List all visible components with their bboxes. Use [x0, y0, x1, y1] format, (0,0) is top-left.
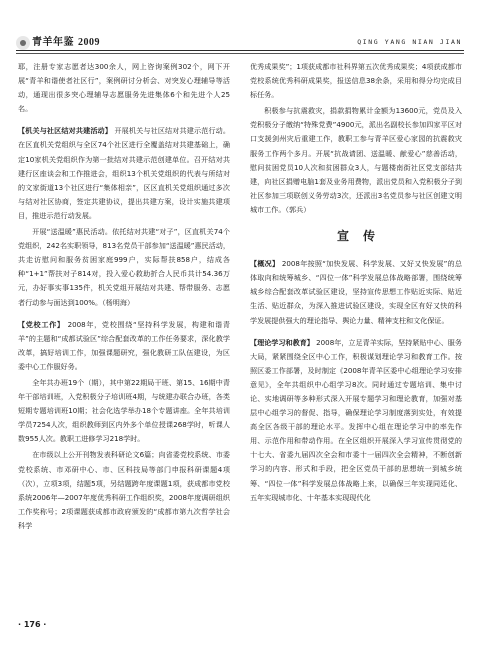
section-tag: 【机关与社区结对共建活动】: [18, 126, 113, 136]
paragraph: 开展“送温暖”惠民活动。依托结对共建“对子”，区直机关74个党组织，242名实职领导，813名党员干部参加“送温暖”惠民活动，共走访慰问和服务贫困家庭999户，实际帮扶858户，结成各种“1+1”帮扶对子814对，投入爱心救助折合人民币共计54.36万元，办好事实事135件，机关党组开展结对共建、帮带服务、志愿者行动参与面达到100%。（杨明海）: [18, 227, 230, 307]
section-tag: 【理论学习和教育】: [250, 337, 314, 347]
section-theory-study: [250, 336, 462, 505]
header-divider: [16, 50, 464, 51]
paragraph-text: 2008年按照“加快发展、科学发展、又好又快发展”的总体取向和统筹城乡、“四位一体”科学发展总体战略部署，围绕统筹城乡综合配套改革试验区建设，坚持宣传思想工作贴近实际、贴近生活、贴近群众，为深入推进试验区建设，实现全区有好又快的科学发展提供强大的理论指导、舆论力量、精神支柱和文化保证。: [250, 259, 462, 325]
paragraph: 全年共办班19个（期），其中第22期局干班、第15、16期中青年干部培训班，入党积极分子培训班4期，与统建办联合办班，各类短期专题培训班10期；社会化选学举办18个专题讲座。全年共培训学员7254人次，组织教师到区内外多个单位授课268学时，听课人数955人次。教职工进修学习218学时。: [18, 377, 230, 444]
right-column: [250, 60, 462, 616]
paragraph-text: 2008年，立足青羊实际，坚持紧贴中心、服务大局，紧紧围绕全区中心工作，积极谋划理论学习和教育工作。按照区委工作部署，及时制定《2008年青羊区委中心组理论学习安排意见》，全年共组织中心组学习8次。同时通过专题培训、集中讨论、实地调研等多种形式深入开展专题学习和理论教育，加强对基层中心组学习的督促、指导，确保理论学习制度落到实处，有效提高全区各级干部的理论水平。发挥中心组在理论学习中的率先作用、示范作用和带动作用。在全区组织开展深入学习宣传贯彻党的十七大、省委九届四次全会和市委十一届四次全会精神，不断创新学习的内容、形式和手段，把全区党员干部的思想统一到城乡统筹、“四位一体”科学发展总体战略上来，以确保三年实现同廷化、五年实现城市化、十年基本实现现代化: [250, 337, 462, 502]
continued-paragraph: 优秀成果奖”；1项获成都市社科界第五次优秀成果奖；4项获成都市党校系统优秀科研成果奖，报送信息38余条，采用和得分均完成目标任务。: [250, 62, 462, 100]
continued-paragraph: 耶，注册专家志愿者达300余人，网上咨询案例302个，网下开展“青羊和谐使者社区行”，案例研讨分析会、对突发心理辅导等活动，通现出很多突心理辅导志愿服务先进集体6个和先进个人25名。: [18, 62, 230, 114]
section-tag: 【党校工作】: [18, 319, 65, 329]
yearbook-pinyin: QING YANG NIAN JIAN: [357, 38, 462, 46]
paragraph: 积极参与抗震救灾，捐款捐物累计金额为13600元，党员及入党积极分子缴纳“特殊党费”4900元，派出名副校长参加四家平区对口支援剑州灾后重建工作，教职工参与青羊区爱心家园的抗震救灾服务工作两个多月。开展“抗战请团、送温暖、献爱心”慈善活动，慰问贫困党员10人次和贫困群众3人，与题楼南街社区党支部结共建，向社区捐赠电脑1套及业务用费物，派出党员和入党积极分子到社区参加三项联创义务劳动3次，还派出3名党员参与社区创建文明城市工作。（郭兵）: [250, 106, 462, 214]
page-number: · 176 ·: [18, 620, 47, 629]
yearbook-year: 2009: [78, 37, 100, 48]
section-heading-publicity: 宣传: [336, 229, 389, 244]
header-divider-thin: [16, 53, 464, 54]
left-column: [18, 60, 230, 616]
section-party-school: [18, 318, 230, 374]
section-tag: 【概况】: [250, 259, 280, 269]
running-header: [0, 0, 480, 56]
yearbook-title: 青羊年鉴 2009: [32, 37, 100, 48]
section-agency-community: [18, 124, 230, 223]
paragraph-text: 2008年，党校围绕“坚持科学发展，构建和谐青羊”的主题和“成都试验区”综合配套改革的工作任务要求，深化教学改革，搞好培训工作，加强课题研究，强化教研工队伍建设，为区委中心工作服好务。: [18, 319, 230, 371]
paragraph-text: 开展机关与社区结对共建示范行动。在区直机关党组织与全区74个社区进行全覆盖结对共建基础上，确定10家机关党组织作为第一批结对共建示范创建单位。召开结对共建行区座谈会和工作推进会，组织13个机关党组织的代表与所结对的文家街道13个社区进行“集体相亲”，区区直机关党组织通过多次与结对社区协商，签定共建协议，提出共建方案，设计实施共建项目，推进示范行动发展。: [18, 126, 230, 220]
paragraph: 在市级以上公开刊物发表科研论文6篇；向省委党校系统、市委党校系统、市邓研中心、市、区科技局等部门申报科研课题4项（次），立项3项，结题5项，另结题跨年度课题1项，获成都市党校系统2006年—2007年度优秀科研工作组织奖，2008年度调研组织工作奖称号；2项课题获成都市政府颁发的“成都市第九次哲学社会科学: [18, 450, 230, 530]
section-overview: [250, 257, 462, 327]
yearbook-logo-icon: [16, 36, 30, 50]
